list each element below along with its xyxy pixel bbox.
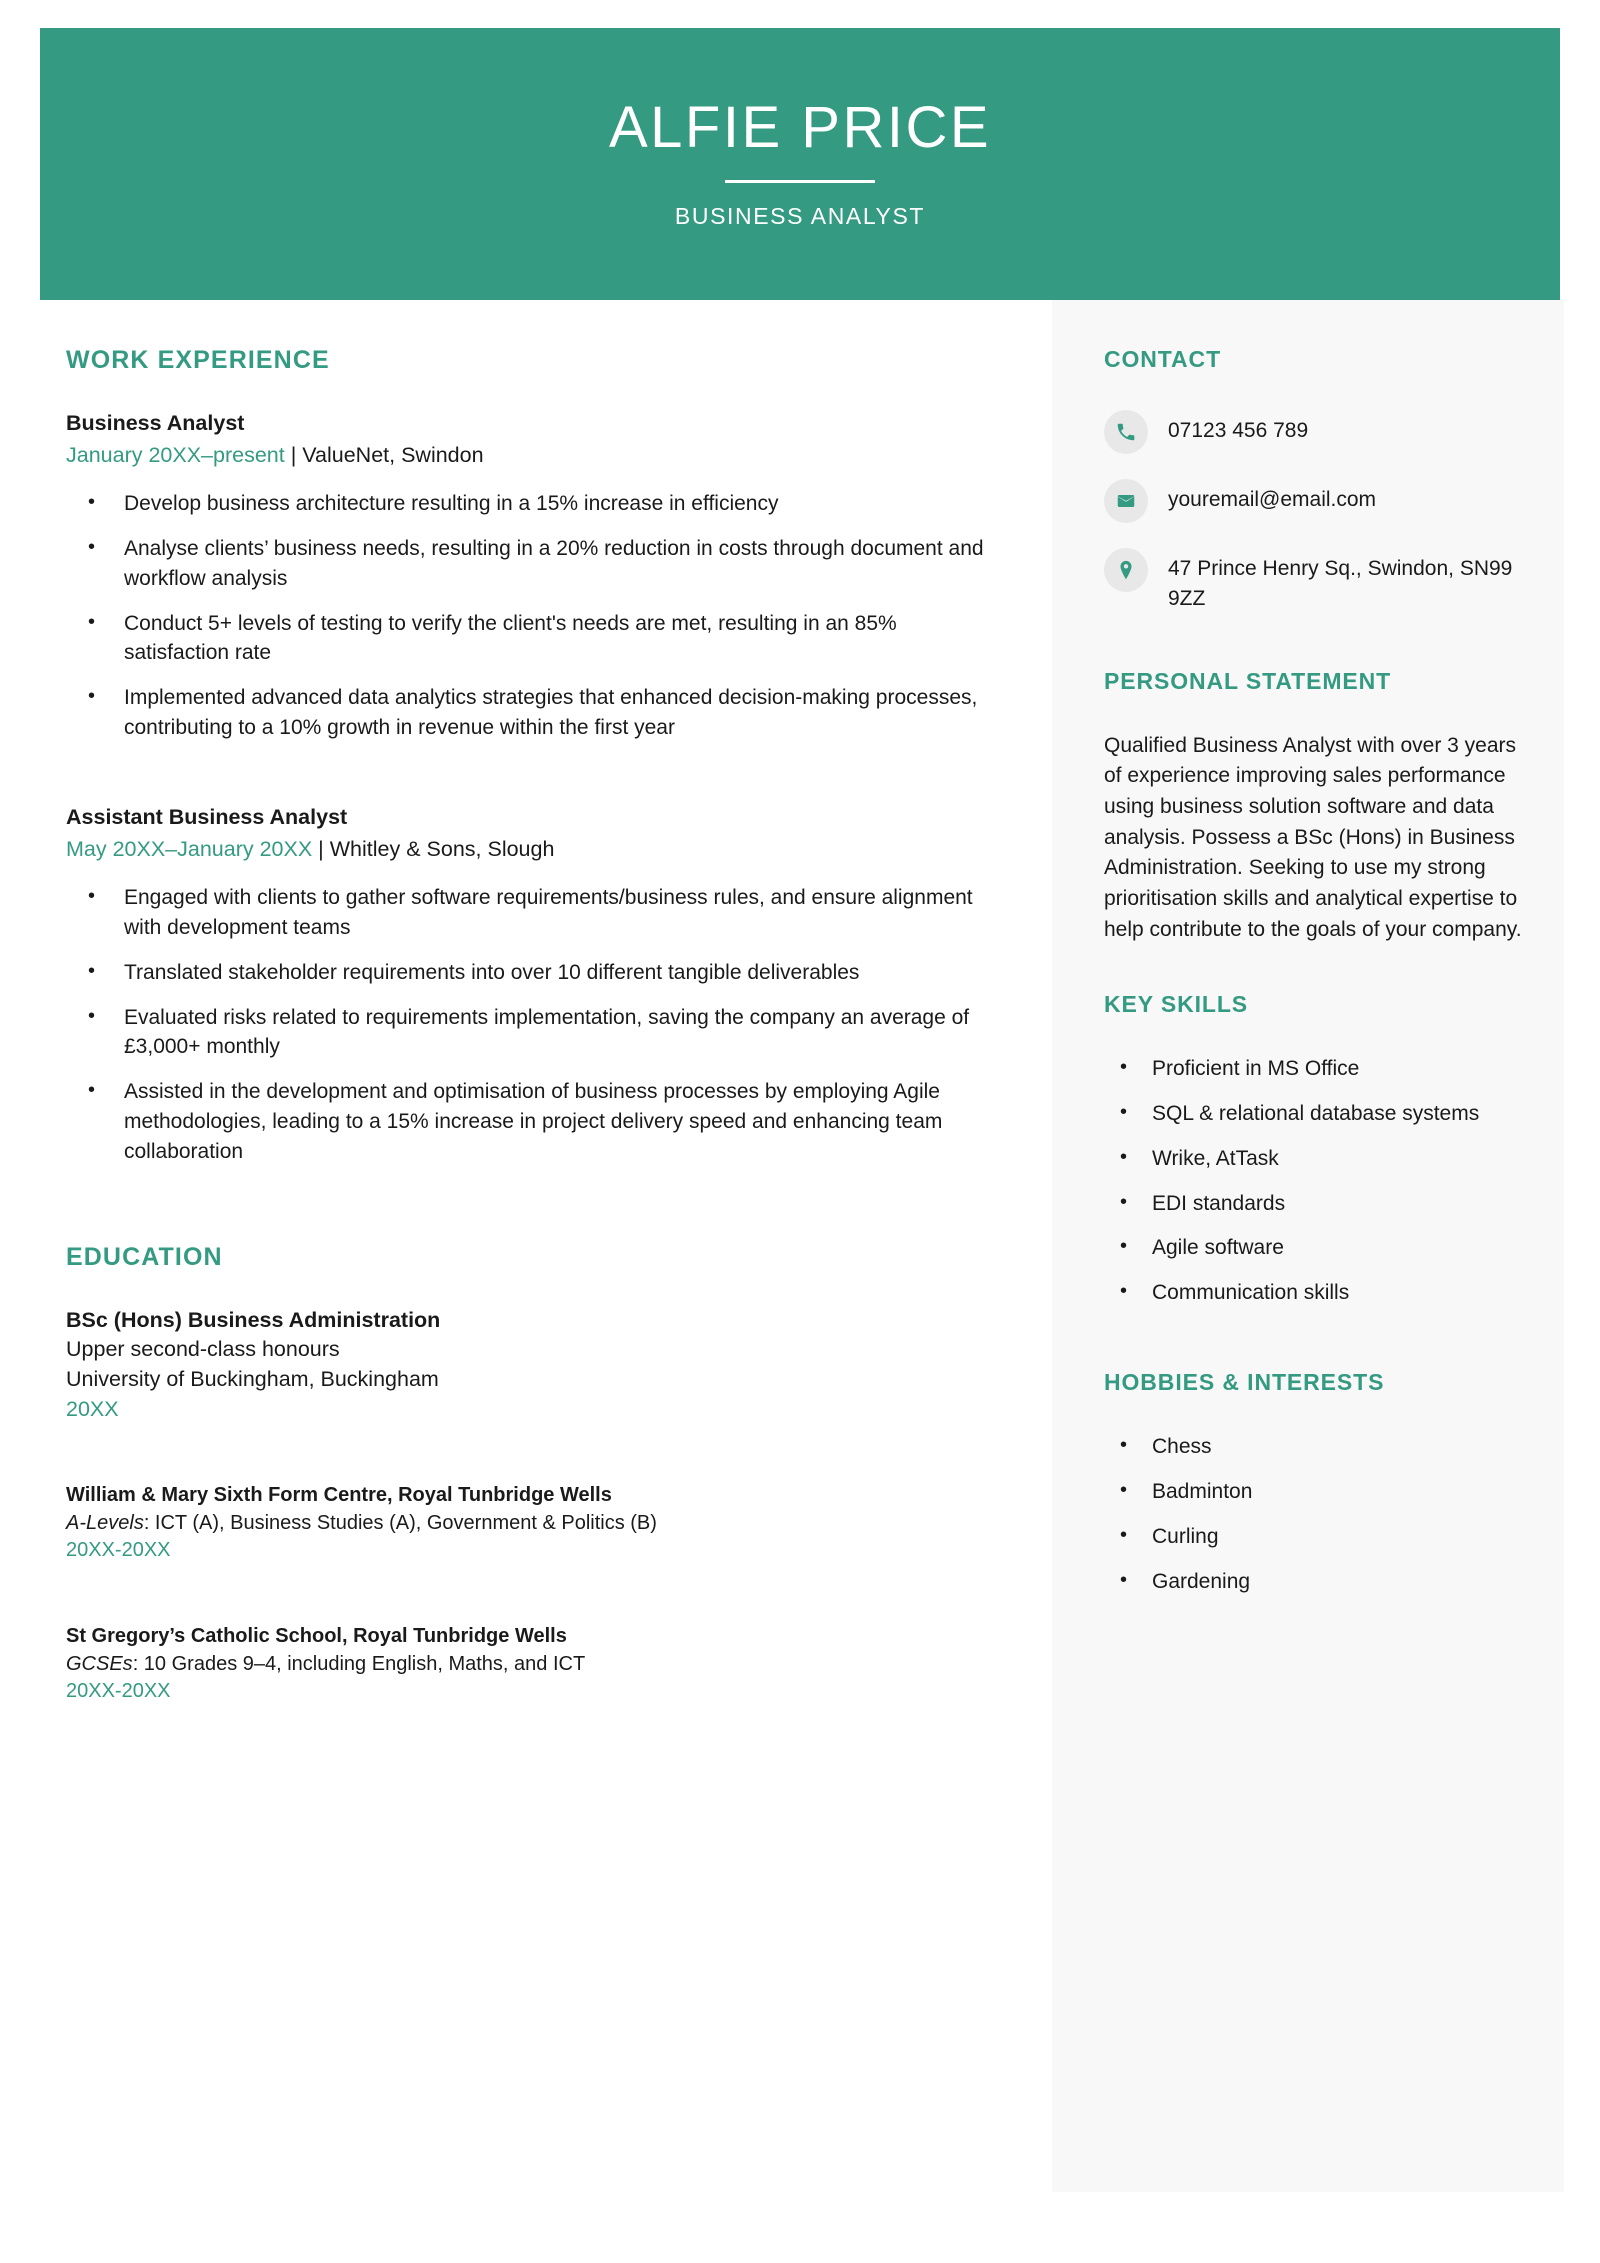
education-detail: Upper second-class honours [66, 1337, 340, 1362]
key-skills-list [1104, 1054, 1524, 1308]
spacer [66, 773, 992, 803]
education-year: 20XX-20XX [66, 1680, 171, 1703]
job-meta [66, 834, 992, 865]
phone-icon [1104, 410, 1148, 454]
key-skill-item: • Communication skills [1104, 1278, 1524, 1308]
key-skill-item: • SQL & relational database systems [1104, 1099, 1524, 1129]
education-institution: University of Buckingham, Buckingham [66, 1366, 439, 1391]
job-company: ValueNet, Swindon [302, 443, 484, 468]
section-heading-education: EDUCATION [66, 1242, 223, 1271]
education-year: 20XX-20XX [66, 1539, 171, 1562]
main-column [0, 300, 1052, 2263]
job-bullet: • Develop business architecture resulting in a 15% increase in efficiency [66, 489, 992, 519]
key-skill-item: • Proficient in MS Office [1104, 1054, 1524, 1084]
resume-header-banner [40, 28, 1560, 300]
education-entry [66, 1623, 992, 1706]
location-pin-icon [1104, 548, 1148, 592]
job-bullet-list [66, 883, 992, 1167]
job-title: Assistant Business Analyst [66, 804, 348, 829]
education-detail-label: GCSEs [66, 1652, 133, 1675]
key-skill-item: • Agile software [1104, 1233, 1524, 1263]
work-experience-entry [66, 803, 992, 1167]
spacer [66, 1593, 992, 1623]
hobby-item: • Gardening [1104, 1567, 1524, 1597]
job-meta [66, 440, 992, 471]
section-heading-personal-statement: PERSONAL STATEMENT [1104, 667, 1392, 694]
job-dates: January 20XX–present [66, 443, 285, 468]
section-heading-contact: CONTACT [1104, 346, 1222, 372]
spacer [66, 1452, 992, 1482]
contact-email-value: youremail@email.com [1168, 488, 1377, 511]
education-detail-text: : ICT (A), Business Studies (A), Government & Politics (B) [143, 1511, 657, 1534]
job-bullet: • Analyse clients’ business needs, resulting in a 20% reduction in costs through document and workflow analysis [66, 534, 992, 594]
education-year: 20XX [66, 1396, 119, 1421]
job-bullet-list [66, 489, 992, 743]
education-degree: BSc (Hons) Business Administration [66, 1307, 441, 1332]
job-company: Whitley & Sons, Slough [329, 836, 555, 861]
education-detail [66, 1510, 992, 1538]
education-entry [66, 1306, 992, 1425]
job-bullet: • Translated stakeholder requirements into over 10 different tangible deliverables [66, 958, 992, 988]
personal-statement-text: Qualified Business Analyst with over 3 years of experience improving sales performance using business solution software and data analysis. Possess a BSc (Hons) in Business Administration. Seeking to use my strong prioritisation skills and analytical expertise to help contribute to the goals of your company. [1104, 733, 1522, 941]
education-detail-label: A-Levels [66, 1511, 144, 1534]
contact-phone-value: 07123 456 789 [1168, 419, 1309, 442]
candidate-name: ALFIE PRICE [608, 94, 992, 160]
education-detail-text: : 10 Grades 9–4, including English, Maths, and ICT [132, 1652, 586, 1675]
spacer [1104, 1323, 1524, 1369]
contact-item-address [1104, 547, 1524, 614]
section-heading-work-experience: WORK EXPERIENCE [66, 346, 330, 374]
contact-address-value: 47 Prince Henry Sq., Swindon, SN99 9ZZ [1168, 557, 1513, 610]
job-bullet: • Assisted in the development and optimisation of business processes by employing Agile methodologies, leading to a 15% increase in project delivery speed and enhancing team collaboration [66, 1077, 992, 1166]
contact-list [1104, 409, 1524, 614]
education-detail [66, 1651, 992, 1679]
education-entry [66, 1482, 992, 1565]
contact-item-phone [1104, 409, 1524, 454]
hobby-item: • Badminton [1104, 1477, 1524, 1507]
job-title: Business Analyst [66, 411, 245, 435]
job-bullet: • Engaged with clients to gather software requirements/business rules, and ensure alignment with development teams [66, 883, 992, 943]
section-heading-key-skills: KEY SKILLS [1104, 991, 1249, 1018]
job-bullet: • Evaluated risks related to requirements implementation, saving the company an average of £3,000+ monthly [66, 1003, 992, 1063]
spacer [66, 1197, 992, 1243]
envelope-icon [1104, 479, 1148, 523]
hobbies-list [1104, 1432, 1524, 1596]
education-school: St Gregory’s Catholic School, Royal Tunbridge Wells [66, 1624, 567, 1647]
hobby-item: • Curling [1104, 1522, 1524, 1552]
job-dates: May 20XX–January 20XX [66, 836, 313, 861]
job-separator: | [312, 836, 330, 861]
hobby-item: • Chess [1104, 1432, 1524, 1462]
resume-body [0, 300, 1600, 2263]
job-separator: | [284, 443, 303, 468]
job-bullet: • Conduct 5+ levels of testing to verify the client's needs are met, resulting in an 85% satisfaction rate [66, 609, 992, 669]
section-heading-hobbies: HOBBIES & INTERESTS [1104, 1369, 1385, 1396]
key-skill-item: • EDI standards [1104, 1189, 1524, 1219]
candidate-job-title: BUSINESS ANALYST [674, 203, 926, 230]
spacer [1104, 945, 1524, 991]
spacer [1104, 638, 1524, 668]
contact-item-email [1104, 478, 1524, 523]
key-skill-item: • Wrike, AtTask [1104, 1144, 1524, 1174]
work-experience-entry [66, 409, 992, 743]
header-divider-rule [725, 180, 875, 183]
education-school: William & Mary Sixth Form Centre, Royal Tunbridge Wells [66, 1484, 612, 1507]
job-bullet: • Implemented advanced data analytics strategies that enhanced decision-making processes, contributing to a 10% growth in revenue within the first year [66, 683, 992, 743]
sidebar-column [1052, 300, 1564, 2192]
